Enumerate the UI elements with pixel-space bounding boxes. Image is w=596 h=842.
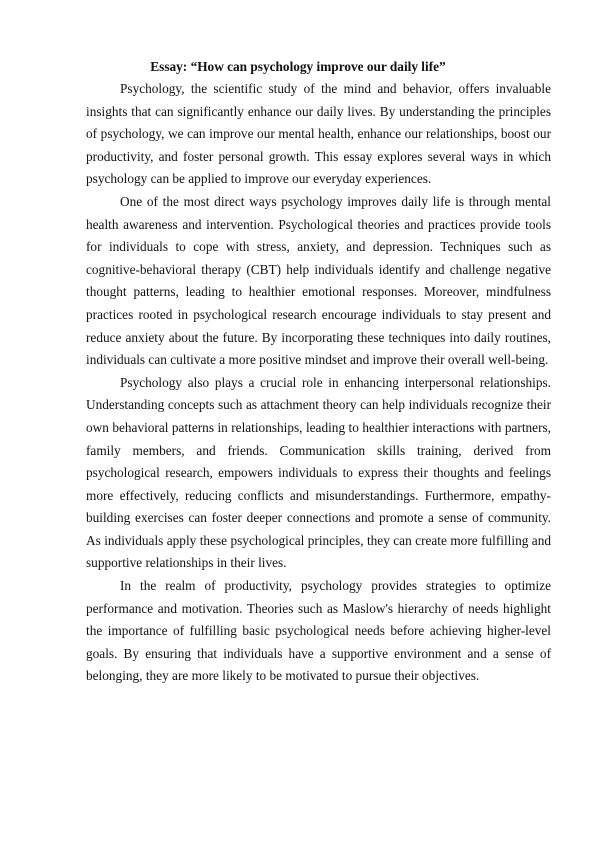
paragraph-productivity: In the realm of productivity, psychology provides strategies to optimize performance and motivation. Theories such as Maslow's hierarchy of needs highlight the importance of fulfilling basic psychological needs before achieving higher-level goals. By ensuring that individuals have a supportive environment and a sense of belonging, they are more likely to be motivated to pursue their objectives. xyxy=(86,578,551,684)
essay-title: Essay: “How can psychology improve our daily life” xyxy=(150,59,446,74)
paragraph-mental-health: One of the most direct ways psychology improves daily life is through mental health awareness and intervention. Psychological theories and practices provide tools for individuals to cope with stress, anxiety, and depression. Techniques such as cognitive-behavioral therapy (CBT) help individuals identify and challenge negative thought patterns, leading to healthier emotional responses. Moreover, mindfulness practices rooted in psychological research encourage individuals to stay present and reduce anxiety about the future. By incorporating these techniques into daily routines, individuals can cultivate a more positive mindset and improve their overall well-being. xyxy=(86,193,551,368)
paragraph-introduction: Psychology, the scientific study of the mind and behavior, offers invaluable insights that can significantly enhance our daily lives. By understanding the principles of psychology, we can improve our mental health, enhance our relationships, boost our productivity, and foster personal growth. This essay explores several ways in which psychology can be applied to improve our everyday experiences. xyxy=(86,81,551,187)
paragraph-relationships: Psychology also plays a crucial role in enhancing interpersonal relationships. Understanding concepts such as attachment theory can help individuals recognize their own behavioral patterns in relationships, leading to healthier interactions with partners, family members, and friends. Communication skills training, derived from psychological research, empowers individuals to express their thoughts and feelings more effectively, reducing conflicts and misunderstandings. Furthermore, empathy-building exercises can foster deeper connections and promote a sense of community. As individuals apply these psychological principles, they can create more fulfilling and supportive relationships in their lives. xyxy=(86,374,551,571)
essay-body xyxy=(86,78,551,688)
